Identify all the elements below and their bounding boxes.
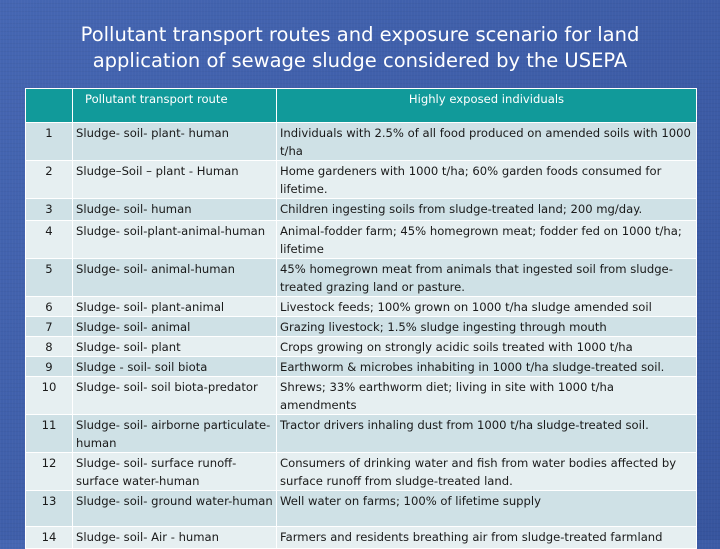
row-number: 1 — [26, 123, 73, 161]
exposed-individuals-cell: Well water on farms; 100% of lifetime supply — [277, 491, 697, 527]
exposed-individuals-cell: Home gardeners with 1000 t/ha; 60% garden foods consumed for lifetime. — [277, 161, 697, 199]
exposed-individuals-cell: Consumers of drinking water and fish from water bodies affected by surface runoff from sludge-treated land. — [277, 453, 697, 491]
route-cell: Sludge- soil- soil biota-predator — [73, 377, 277, 415]
row-number: 4 — [26, 221, 73, 259]
table-row — [26, 221, 697, 259]
row-number: 10 — [26, 377, 73, 415]
slide-title-line-1: Pollutant transport routes and exposure scenario for land — [80, 23, 640, 46]
exposed-individuals-cell: Animal-fodder farm; 45% homegrown meat; fodder fed on 1000 t/ha; lifetime — [277, 221, 697, 259]
route-cell: Sludge- soil- human — [73, 199, 277, 221]
route-cell: Sludge- soil- airborne particulate-human — [73, 415, 277, 453]
exposed-individuals-cell: Tractor drivers inhaling dust from 1000 t/ha sludge-treated soil. — [277, 415, 697, 453]
exposed-individuals-cell: 45% homegrown meat from animals that ingested soil from sludge-treated grazing land or pasture. — [277, 259, 697, 297]
exposed-individuals-cell: Grazing livestock; 1.5% sludge ingesting through mouth — [277, 317, 697, 337]
table-row — [26, 337, 697, 357]
table-row — [26, 199, 697, 221]
route-cell: Sludge- soil- plant — [73, 337, 277, 357]
slide-title — [40, 22, 680, 74]
route-cell: Sludge- soil- surface runoff-surface water-human — [73, 453, 277, 491]
row-number: 7 — [26, 317, 73, 337]
table-row — [26, 527, 697, 549]
exposed-individuals-cell: Crops growing on strongly acidic soils treated with 1000 t/ha — [277, 337, 697, 357]
row-number: 8 — [26, 337, 73, 357]
route-cell: Sludge- soil- animal-human — [73, 259, 277, 297]
row-number: 3 — [26, 199, 73, 221]
route-cell: Sludge- soil- Air - human — [73, 527, 277, 549]
row-number: 2 — [26, 161, 73, 199]
header-exposed: Highly exposed individuals — [277, 89, 697, 123]
route-cell: Sludge- soil-plant-animal-human — [73, 221, 277, 259]
row-number: 11 — [26, 415, 73, 453]
slide-title-line-2: application of sewage sludge considered by the USEPA — [92, 49, 628, 72]
exposed-individuals-cell: Farmers and residents breathing air from sludge-treated farmland — [277, 527, 697, 549]
table-row — [26, 357, 697, 377]
row-number: 9 — [26, 357, 73, 377]
row-number: 14 — [26, 527, 73, 549]
table-row — [26, 297, 697, 317]
table-row — [26, 259, 697, 297]
exposed-individuals-cell: Children ingesting soils from sludge-treated land; 200 mg/day. — [277, 199, 697, 221]
route-cell: Sludge- soil- ground water-human — [73, 491, 277, 527]
table-row — [26, 317, 697, 337]
exposed-individuals-cell: Individuals with 2.5% of all food produced on amended soils with 1000 t/ha — [277, 123, 697, 161]
row-number: 5 — [26, 259, 73, 297]
route-cell: Sludge- soil- plant-animal — [73, 297, 277, 317]
table-header-row — [26, 89, 697, 123]
header-number — [26, 89, 73, 123]
route-cell: Sludge–Soil – plant - Human — [73, 161, 277, 199]
row-number: 13 — [26, 491, 73, 527]
table-row — [26, 415, 697, 453]
exposed-individuals-cell: Livestock feeds; 100% grown on 1000 t/ha sludge amended soil — [277, 297, 697, 317]
table-row — [26, 161, 697, 199]
table-row — [26, 453, 697, 491]
route-cell: Sludge- soil- plant- human — [73, 123, 277, 161]
row-number: 12 — [26, 453, 73, 491]
exposed-individuals-cell: Earthworm & microbes inhabiting in 1000 t/ha sludge-treated soil. — [277, 357, 697, 377]
table-row — [26, 123, 697, 161]
row-number: 6 — [26, 297, 73, 317]
route-cell: Sludge - soil- soil biota — [73, 357, 277, 377]
exposed-individuals-cell: Shrews; 33% earthworm diet; living in site with 1000 t/ha amendments — [277, 377, 697, 415]
route-cell: Sludge- soil- animal — [73, 317, 277, 337]
table-row — [26, 377, 697, 415]
header-route: Pollutant transport route — [73, 89, 277, 123]
table-row — [26, 491, 697, 527]
pollutant-routes-table — [25, 88, 697, 549]
